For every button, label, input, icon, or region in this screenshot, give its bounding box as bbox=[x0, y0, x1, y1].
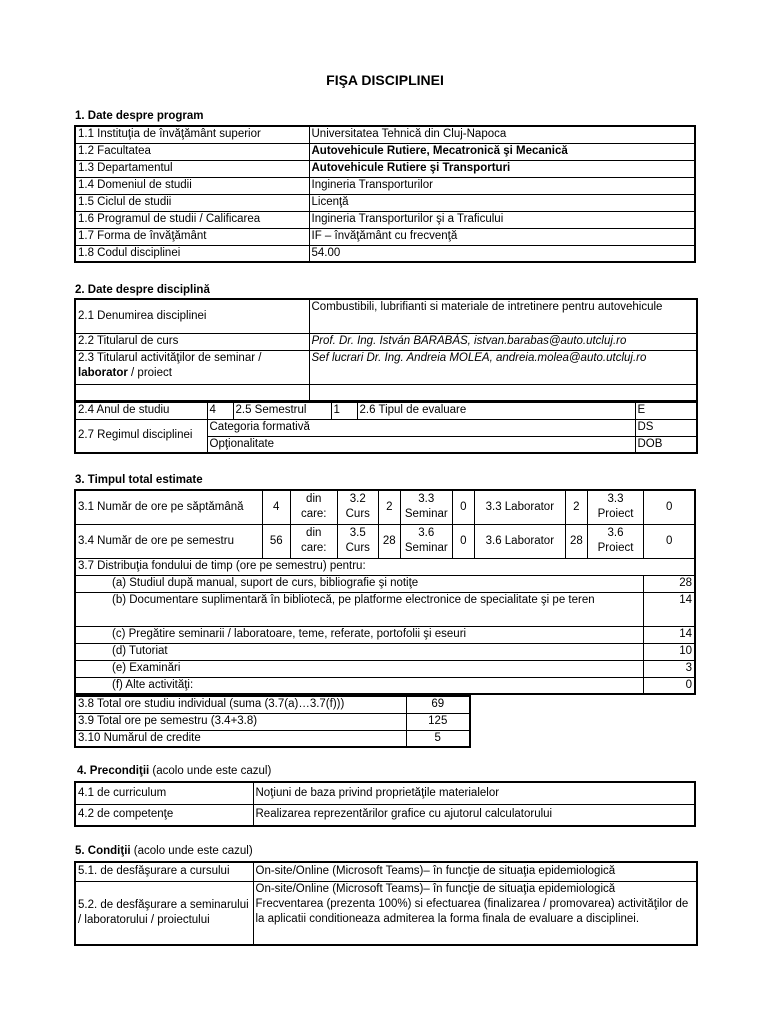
program-value: Autovehicule Rutiere, Mecatronică şi Mecanică bbox=[309, 143, 695, 160]
section-5-heading-bold: 5. Condiţii bbox=[75, 845, 131, 857]
precondition-label: 4.1 de curriculum bbox=[75, 782, 253, 804]
discipline-name-value: Combustibili, lubrifianti si materiale de intretinere pentru autovehicule bbox=[309, 299, 697, 333]
distribution-value: 28 bbox=[644, 575, 695, 592]
total-label: 3.9 Total ore pe semestru (3.4+3.8) bbox=[75, 713, 406, 730]
optionality-label: Opţionalitate bbox=[207, 436, 635, 453]
program-label: 1.1 Instituţia de învăţământ superior bbox=[75, 126, 309, 143]
study-year-label: 2.4 Anul de studiu bbox=[75, 402, 207, 419]
course-holder-label: 2.2 Titularul de curs bbox=[75, 333, 309, 350]
evaluation-value: E bbox=[635, 402, 697, 419]
seminar-label: 3.3 Seminar bbox=[400, 490, 452, 524]
total-value: 69 bbox=[406, 696, 470, 713]
evaluation-label: 2.6 Tipul de evaluare bbox=[357, 402, 635, 419]
seminar-holder-label-a: 2.3 Titularul activităţilor de seminar / bbox=[78, 351, 262, 364]
distribution-heading: 3.7 Distribuţia fondului de timp (ore pe semestru) pentru: bbox=[75, 558, 695, 575]
precondition-value: Realizarea reprezentărilor grafice cu ajutorul calculatorului bbox=[253, 804, 695, 826]
distribution-value: 10 bbox=[644, 643, 695, 660]
section-2-heading: 2. Date despre disciplină bbox=[75, 284, 210, 296]
empty-cell bbox=[75, 384, 309, 401]
program-value: Ingineria Transporturilor şi a Traficului bbox=[309, 211, 695, 228]
precondition-value: Noţiuni de baza privind proprietăţile materialelor bbox=[253, 782, 695, 804]
section-5-heading-rest: (acolo unde este cazul) bbox=[130, 845, 253, 857]
distribution-value: 0 bbox=[644, 677, 695, 694]
formative-category-label: Categoria formativă bbox=[207, 419, 635, 436]
course-label: 3.2 Curs bbox=[337, 490, 378, 524]
section-1-heading: 1. Date despre program bbox=[75, 110, 204, 122]
program-value: Universitatea Tehnică din Cluj-Napoca bbox=[309, 126, 695, 143]
program-value: Licenţă bbox=[309, 194, 695, 211]
section-4-heading-rest: (acolo unde este cazul) bbox=[149, 765, 272, 777]
program-label: 1.6 Programul de studii / Calificarea bbox=[75, 211, 309, 228]
section-4-heading bbox=[77, 765, 271, 777]
distribution-item: (b) Documentare suplimentară în bibliotecă, pe platforme electronice de specialitate şi pe teren bbox=[75, 592, 644, 626]
project-hours-semester: 0 bbox=[644, 524, 695, 558]
seminar-holder-value: Sef lucrari Dr. Ing. Andreia MOLEA, andreia.molea@auto.utcluj.ro bbox=[309, 350, 697, 384]
program-label: 1.7 Forma de învăţământ bbox=[75, 228, 309, 245]
program-value: Ingineria Transporturilor bbox=[309, 177, 695, 194]
lab-hours-semester: 28 bbox=[566, 524, 588, 558]
lab-hours-week: 2 bbox=[566, 490, 588, 524]
optionality-value: DOB bbox=[635, 436, 697, 453]
preconditions-table bbox=[74, 781, 696, 827]
distribution-item: (c) Pregătire seminarii / laboratoare, teme, referate, portofolii şi eseuri bbox=[75, 626, 644, 643]
lab-conditions-value bbox=[253, 881, 697, 945]
course-holder-value: Prof. Dr. Ing. István BARABÁS, istvan.barabas@auto.utcluj.ro bbox=[309, 333, 697, 350]
totals-table bbox=[74, 695, 471, 748]
program-value: IF – învăţământ cu frecvenţă bbox=[309, 228, 695, 245]
semester-value: 1 bbox=[331, 402, 357, 419]
discipline-name-label: 2.1 Denumirea disciplinei bbox=[75, 299, 309, 333]
lab-conditions-label: 5.2. de desfăşurare a seminarului / laboratorului / proiectului bbox=[75, 881, 253, 945]
regime-label: 2.7 Regimul disciplinei bbox=[75, 419, 207, 453]
semester-label: 2.5 Semestrul bbox=[233, 402, 331, 419]
distribution-item: (e) Examinări bbox=[75, 660, 644, 677]
course-hours-week: 2 bbox=[378, 490, 400, 524]
seminar-hours-semester: 0 bbox=[452, 524, 474, 558]
empty-cell bbox=[309, 384, 697, 401]
total-value: 125 bbox=[406, 713, 470, 730]
hours-week-label: 3.1 Număr de ore pe săptămână bbox=[75, 490, 262, 524]
program-table bbox=[74, 125, 696, 263]
distribution-value: 14 bbox=[644, 592, 695, 626]
distribution-item: (f) Alte activităţi: bbox=[75, 677, 644, 694]
section-4-heading-bold: 4. Precondiţii bbox=[77, 765, 150, 777]
total-value: 5 bbox=[406, 730, 470, 747]
program-label: 1.3 Departamentul bbox=[75, 160, 309, 177]
program-label: 1.8 Codul disciplinei bbox=[75, 245, 309, 262]
course-label: 3.5 Curs bbox=[337, 524, 378, 558]
program-value: Autovehicule Rutiere şi Transporturi bbox=[309, 160, 695, 177]
program-label: 1.5 Ciclul de studii bbox=[75, 194, 309, 211]
total-label: 3.10 Numărul de credite bbox=[75, 730, 406, 747]
seminar-holder-label bbox=[75, 350, 309, 384]
seminar-holder-label-b: laborator bbox=[78, 366, 128, 379]
project-label: 3.6 Proiect bbox=[587, 524, 644, 558]
study-year-value: 4 bbox=[207, 402, 233, 419]
lab-conditions-line-a: On-site/Online (Microsoft Teams)– în funcţie de situaţia epidemiologică bbox=[255, 882, 616, 895]
section-3-heading: 3. Timpul total estimate bbox=[75, 474, 203, 486]
hours-semester-label: 3.4 Număr de ore pe semestru bbox=[75, 524, 262, 558]
year-semester-table bbox=[74, 401, 698, 454]
course-hours-semester: 28 bbox=[378, 524, 400, 558]
program-label: 1.4 Domeniul de studii bbox=[75, 177, 309, 194]
seminar-label: 3.6 Seminar bbox=[400, 524, 452, 558]
discipline-table bbox=[74, 298, 698, 402]
din-care-label: din care: bbox=[290, 490, 337, 524]
time-table bbox=[74, 489, 696, 695]
distribution-value: 3 bbox=[644, 660, 695, 677]
project-hours-week: 0 bbox=[644, 490, 695, 524]
document-title: FIŞA DISCIPLINEI bbox=[326, 72, 444, 88]
seminar-holder-label-c: / proiect bbox=[127, 366, 172, 379]
lab-conditions-line-b: Frecventarea (prezenta 100%) si efectuarea (finalizarea / promovarea) activităţilor de la aplicatii conditioneaza admiterea la forma finala de evaluare a disciplinei. bbox=[255, 897, 689, 925]
conditions-table bbox=[74, 861, 698, 946]
total-label: 3.8 Total ore studiu individual (suma (3.7(a)…3.7(f))) bbox=[75, 696, 406, 713]
program-label: 1.2 Facultatea bbox=[75, 143, 309, 160]
precondition-label: 4.2 de competenţe bbox=[75, 804, 253, 826]
formative-category-value: DS bbox=[635, 419, 697, 436]
lab-label: 3.6 Laborator bbox=[474, 524, 565, 558]
din-care-label: din care: bbox=[290, 524, 337, 558]
distribution-item: (a) Studiul după manual, suport de curs, bibliografie şi notiţe bbox=[75, 575, 644, 592]
course-conditions-value: On-site/Online (Microsoft Teams)– în funcţie de situaţia epidemiologică bbox=[253, 862, 697, 881]
program-value: 54.00 bbox=[309, 245, 695, 262]
hours-week-value: 4 bbox=[262, 490, 290, 524]
distribution-item: (d) Tutoriat bbox=[75, 643, 644, 660]
seminar-hours-week: 0 bbox=[452, 490, 474, 524]
course-conditions-label: 5.1. de desfăşurare a cursului bbox=[75, 862, 253, 881]
project-label: 3.3 Proiect bbox=[587, 490, 644, 524]
hours-semester-value: 56 bbox=[262, 524, 290, 558]
lab-label: 3.3 Laborator bbox=[474, 490, 565, 524]
distribution-value: 14 bbox=[644, 626, 695, 643]
section-5-heading bbox=[75, 845, 253, 857]
